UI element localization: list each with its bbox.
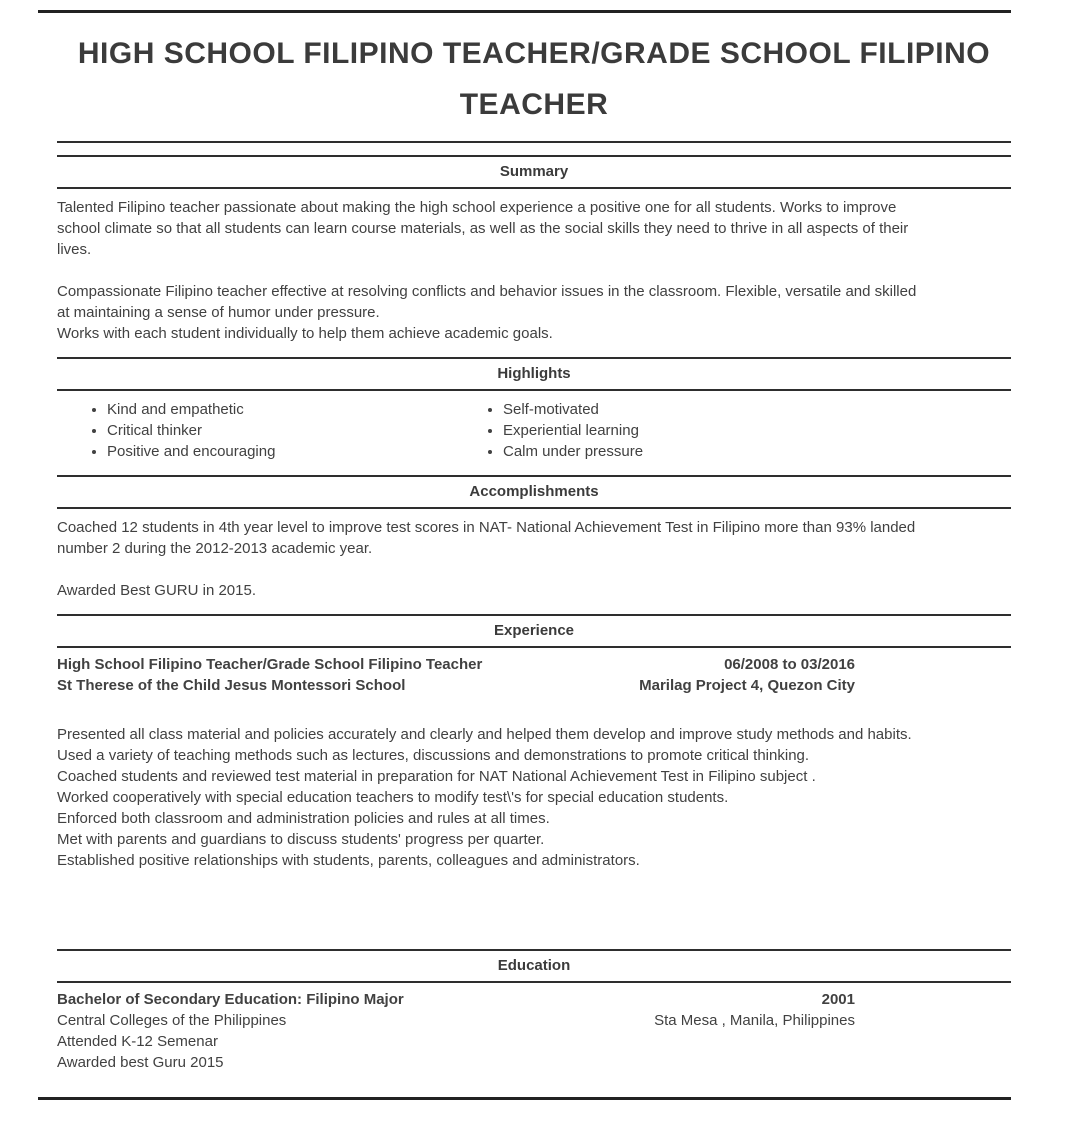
experience-employer: St Therese of the Child Jesus Montessori School <box>57 677 406 694</box>
experience-heading: Experience <box>493 622 575 639</box>
experience-title-row <box>57 654 1011 675</box>
experience-meta <box>57 654 1011 696</box>
experience-employer-row <box>57 675 1011 696</box>
education-degree-row <box>57 989 1011 1010</box>
highlight-item: • Experiential learning <box>503 420 643 441</box>
highlights-list-right <box>453 399 643 462</box>
summary-body <box>57 197 1011 344</box>
divider <box>57 981 1011 983</box>
page-title: HIGH SCHOOL FILIPINO TEACHER/GRADE SCHOOL FILIPINO TEACHER <box>77 37 991 121</box>
experience-job-title: High School Filipino Teacher/Grade School Filipino Teacher <box>57 656 483 673</box>
education-note: Awarded best Guru 2015 <box>57 1054 224 1071</box>
experience-duty: Enforced both classroom and administration policies and rules at all times. <box>57 810 550 827</box>
experience-location: Marilag Project 4, Quezon City <box>639 677 855 694</box>
highlight-item: • Critical thinker <box>107 420 453 441</box>
highlight-item: • Self-motivated <box>503 399 643 420</box>
experience-dates: 06/2008 to 03/2016 <box>724 656 855 673</box>
education-school: Central Colleges of the Philippines <box>57 1012 287 1029</box>
experience-duty: Worked cooperatively with special education teachers to modify test\'s for special education students. <box>57 789 729 806</box>
section-header-education <box>57 949 1011 983</box>
education-school-row <box>57 1010 1011 1031</box>
divider <box>57 646 1011 648</box>
summary-paragraph: Compassionate Filipino teacher effective at resolving conflicts and behavior issues in the classroom. Flexible, versatile and skilled at maintaining a sense of humor under pressure. <box>57 283 917 321</box>
education-notes <box>57 1031 1011 1073</box>
accomplishment-paragraph: Awarded Best GURU in 2015. <box>57 582 256 599</box>
section-header-highlights <box>57 357 1011 391</box>
experience-duty: Met with parents and guardians to discuss students' progress per quarter. <box>57 831 545 848</box>
divider <box>57 187 1011 189</box>
education-heading: Education <box>497 957 571 974</box>
title-divider <box>57 141 1011 143</box>
highlights-body <box>57 399 1011 462</box>
bottom-divider <box>38 1097 1011 1100</box>
section-header-experience <box>57 614 1011 648</box>
experience-duties <box>57 724 1011 871</box>
section-header-summary <box>57 155 1011 189</box>
experience-duty: Established positive relationships with students, parents, colleagues and administrators. <box>57 852 640 869</box>
accomplishments-heading: Accomplishments <box>469 483 599 500</box>
highlights-list-left <box>57 399 453 462</box>
education-location: Sta Mesa , Manila, Philippines <box>654 1012 855 1029</box>
highlight-item: • Kind and empathetic <box>107 399 453 420</box>
experience-duty: Presented all class material and policies accurately and clearly and helped them develop and improve study methods and habits. <box>57 726 912 743</box>
education-year: 2001 <box>821 991 855 1008</box>
highlight-item: • Positive and encouraging <box>107 441 453 462</box>
education-meta <box>57 989 1011 1073</box>
summary-heading: Summary <box>499 163 569 180</box>
highlight-item: • Calm under pressure <box>503 441 643 462</box>
experience-duty: Coached students and reviewed test material in preparation for NAT National Achievement Test in Filipino subject . <box>57 768 816 785</box>
highlights-heading: Highlights <box>497 365 571 382</box>
education-note: Attended K-12 Semenar <box>57 1033 218 1050</box>
top-divider <box>38 10 1011 13</box>
summary-paragraph: Talented Filipino teacher passionate about making the high school experience a positive one for all students. Works to improve school climate so that all students can learn course materials, as well as the social skills they need to thrive in all aspects of their lives. <box>57 199 909 258</box>
divider <box>57 389 1011 391</box>
summary-paragraph: Works with each student individually to help them achieve academic goals. <box>57 325 553 342</box>
divider <box>57 507 1011 509</box>
accomplishment-paragraph: Coached 12 students in 4th year level to improve test scores in NAT- National Achievement Test in Filipino more than 93% landed number 2 during the 2012-2013 academic year. <box>57 519 916 557</box>
experience-duty: Used a variety of teaching methods such as lectures, discussions and demonstrations to promote critical thinking. <box>57 747 810 764</box>
education-degree: Bachelor of Secondary Education: Filipino Major <box>57 991 404 1008</box>
accomplishments-body <box>57 517 1011 601</box>
section-header-accomplishments <box>57 475 1011 509</box>
